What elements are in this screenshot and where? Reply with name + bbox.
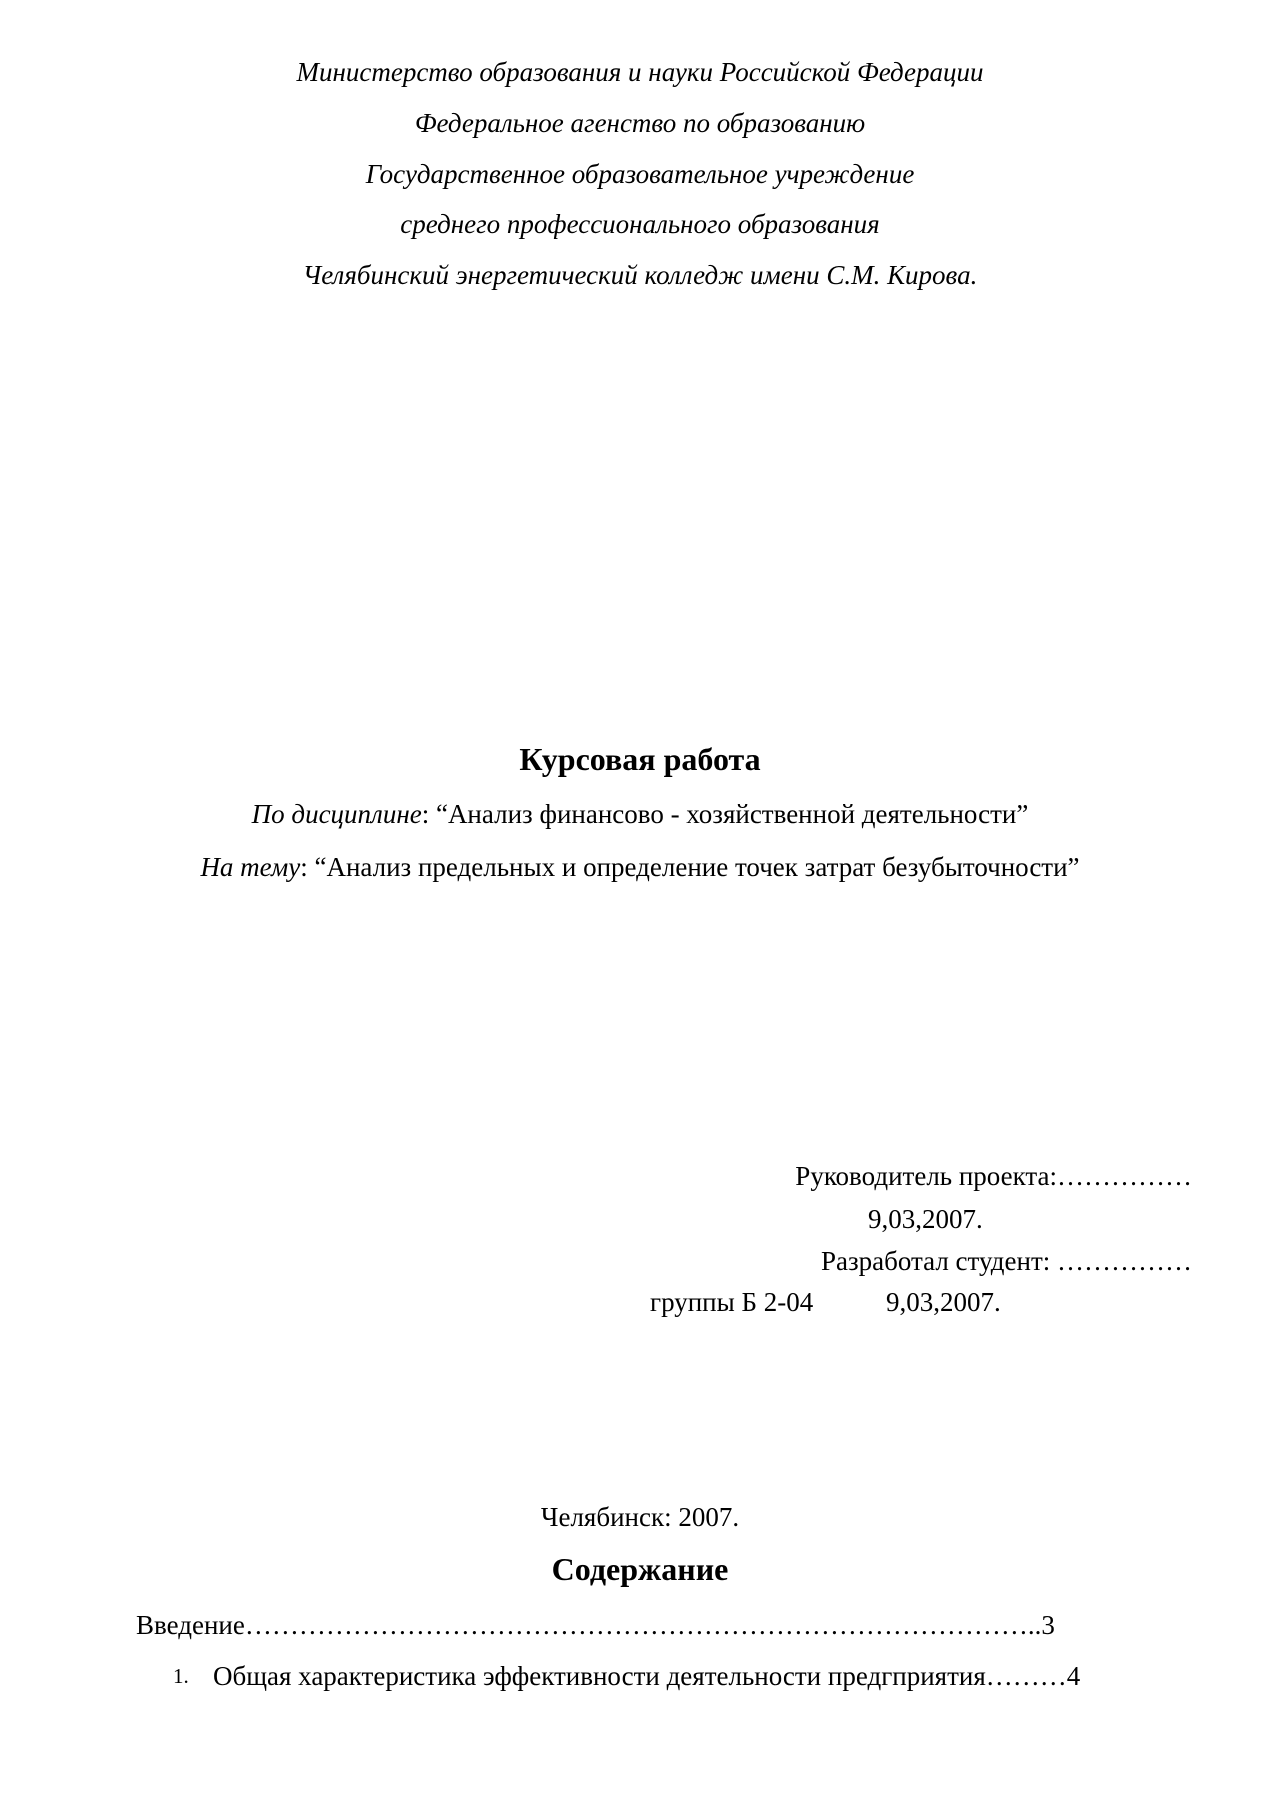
header-education-level: среднего профессионального образования [400, 209, 880, 239]
student-line: Разработал студент: …………… [820, 1246, 1192, 1276]
toc-item-general-characteristics: Общая характеристика эффективности деятельности предгприятия………4 [213, 1661, 1081, 1691]
toc-heading: Содержание [551, 1551, 729, 1587]
city-year: Челябинск: 2007. [540, 1502, 740, 1532]
toc-item-introduction: Введение……………………………………………………………………………..3 [136, 1610, 1055, 1640]
header-ministry: Министерство образования и науки Российской Федерации [296, 57, 984, 87]
topic-line [0, 850, 1280, 884]
toc-item-number: 1. [173, 1664, 189, 1688]
student-date: 9,03,2007. [886, 1287, 1001, 1317]
supervisor-line: Руководитель проекта:…………… [795, 1161, 1192, 1191]
discipline-line [0, 797, 1280, 831]
topic-label: На тему [200, 852, 301, 882]
document-title: Курсовая работа [519, 741, 761, 777]
discipline-value: : “Анализ финансово - хозяйственной деятельности” [421, 799, 1029, 829]
header-agency: Федеральное агенство по образованию [414, 108, 866, 138]
discipline-label: По дисциплине [251, 799, 422, 829]
supervisor-date: 9,03,2007. [868, 1204, 983, 1234]
header-institution-type: Государственное образовательное учреждение [365, 159, 915, 189]
header-college-name: Челябинский энергетический колледж имени С.М. Кирова. [302, 260, 978, 290]
student-group: группы Б 2-04 [650, 1287, 814, 1317]
topic-value: : “Анализ предельных и определение точек затрат безубыточности” [300, 852, 1080, 882]
